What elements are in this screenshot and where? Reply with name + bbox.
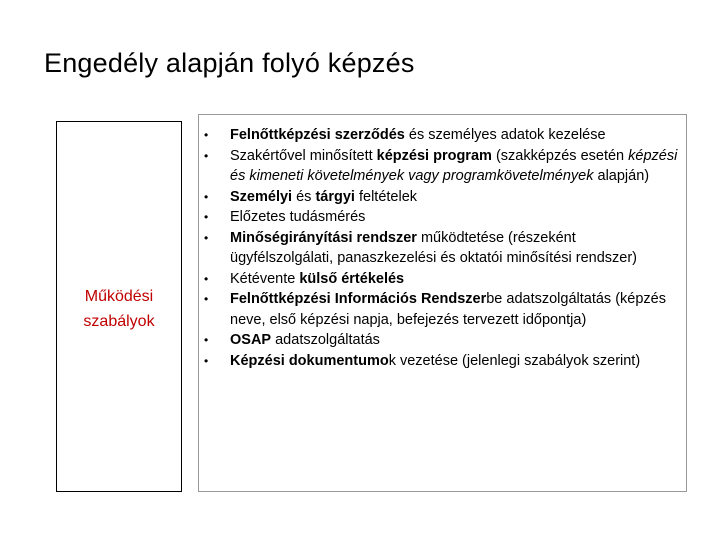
list-item [198, 269, 678, 290]
list-item-text: Képzési dokumentumo [230, 352, 389, 369]
list-item [198, 351, 678, 372]
list-item [198, 228, 678, 269]
list-item-text: feltételek [354, 188, 418, 205]
list-item [198, 125, 678, 146]
list-item [198, 146, 678, 187]
list-item-text: Felnőttképzési Információs Rendszer [230, 291, 487, 307]
list-item [198, 207, 678, 228]
list-item-text: alapján) [593, 168, 650, 184]
bullet-icon: • [204, 189, 209, 204]
list-item-text: Előzetes tudásmérés [230, 209, 366, 225]
category-label-line1: Működési [84, 287, 154, 305]
bullet-icon: • [204, 148, 209, 163]
category-label [83, 282, 154, 332]
list-item-text: adatszolgáltatás [271, 332, 380, 348]
list-item-text: be adatszolgáltatás (képzés neve, első képzési napja, befejezés tervezett időpontja) [230, 291, 666, 328]
list-item-text: és személyes adatok kezelése [404, 127, 606, 143]
list-item-text: k vezetése (jelenlegi szabályok szerint) [388, 352, 641, 369]
list-item-text: Szakértővel minősített [230, 147, 377, 164]
bullet-icon: • [204, 210, 209, 224]
bullet-icon: • [204, 353, 209, 368]
list-item-text: és [292, 188, 316, 205]
bullet-icon: • [204, 230, 209, 245]
category-label-line2: szabályok [83, 312, 155, 330]
list-item [198, 330, 678, 351]
list-item-text: Felnőttképzési szerződés [230, 127, 405, 143]
bullet-icon: • [204, 271, 209, 286]
list-item-text: külső értékelés [299, 270, 405, 287]
slide-title: Engedély alapján folyó képzés [44, 48, 415, 78]
list-item-text: tárgyi [315, 188, 355, 205]
list-item-text: képzési és kimeneti követelmények vagy programkövetelmények [230, 147, 678, 184]
list-item-text: Kétévente [230, 270, 300, 287]
list-item [198, 187, 678, 208]
list-item-text: Minőségirányítási rendszer [230, 229, 417, 246]
category-box [56, 121, 182, 492]
requirements-list [198, 125, 678, 371]
list-item-text: képzési program [376, 147, 492, 164]
list-item-text: működtetése (részeként ügyfélszolgálati, panaszkezelési és oktatói minősítési rendszer) [230, 229, 638, 266]
list-item-text: (szakképzés esetén [491, 147, 629, 164]
bullet-icon: • [204, 333, 209, 347]
bullet-icon: • [204, 128, 209, 142]
list-item-text: Személyi [230, 188, 293, 205]
bullet-icon: • [204, 292, 209, 306]
list-item-text: OSAP [230, 332, 272, 348]
list-item [198, 289, 678, 330]
